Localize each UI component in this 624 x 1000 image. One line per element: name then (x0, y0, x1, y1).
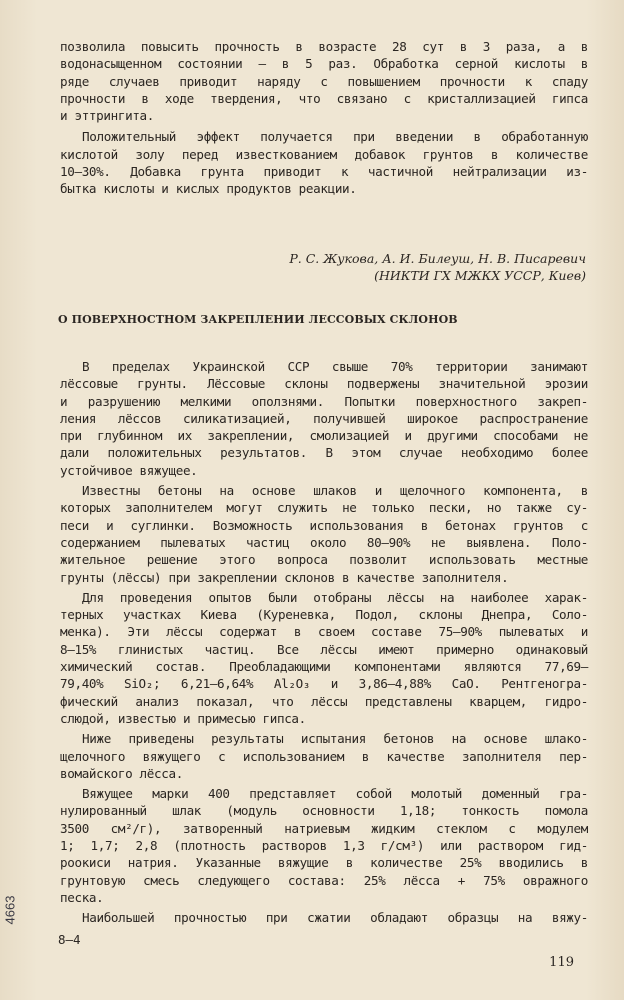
text-line: щелочного вяжущего с использованием в качестве заполнителя пер- (60, 748, 588, 764)
paragraph (60, 358, 588, 479)
author-affiliation: (НИКТИ ГХ МЖКХ УССР, Киев) (374, 268, 586, 283)
text-line: фический анализ показал, что лёссы представлены кварцем, гидро- (60, 693, 588, 709)
author-names: Р. С. Жукова, А. И. Билеуш, Н. В. Писаревич (289, 251, 586, 266)
text-line: дали положительных результатов. В этом случае необходимо более (60, 445, 588, 461)
archive-stamp-number: 4663 (2, 895, 18, 925)
text-line: В пределах Украинской ССР свыше 70% территории занимают (82, 359, 588, 374)
text-line: ления лёссов силикатизацией, получившей широкое распространение (60, 410, 588, 426)
text-line: 1; 1,7; 2,8 (плотность растворов 1,3 г/см³) или раствором гид- (60, 838, 588, 854)
body-text (60, 358, 588, 927)
text-line: грунты (лёссы) при закреплении склонов в качестве заполнителя. (60, 569, 509, 585)
paragraph (60, 482, 588, 586)
archive-stamp (0, 880, 21, 940)
text-line: нулированный шлак (модуль основности 1,18; тонкость помола (60, 803, 588, 819)
page-number: 119 (549, 955, 574, 970)
text-line: 10–30%. Добавка грунта приводит к частичной нейтрализации из- (60, 164, 588, 180)
text-line: Положительный эффект получается при введении в обработанную (82, 129, 588, 145)
text-line: содержанием пылеватых частиц около 80–90% не выявлена. Поло- (60, 534, 588, 550)
text-line: химический состав. Преобладающими компонентами являются 77,69– (60, 659, 588, 675)
text-line: Для проведения опытов были отобраны лёссы на наиболее харак- (82, 589, 588, 605)
text-line: жительное решение этого вопроса позволит использовать местные (60, 552, 588, 568)
text-line: которых заполнителем могут служить не только пески, но также су- (60, 500, 588, 516)
text-line: кислотой золу перед известкованием добавок грунтов в количестве (60, 146, 588, 162)
text-line: Известны бетоны на основе шлаков и щелочного компонента, в (82, 483, 588, 499)
text-line: и разрушению мелкими оползнями. Попытки поверхностного закреп- (60, 393, 588, 409)
text-line: при глубинном их закреплении, смолизацией и другими способами не (60, 428, 588, 444)
paragraph (60, 589, 588, 727)
text-line: лёссовые грунты. Лёссовые склоны подвержены значительной эрозии (60, 376, 588, 392)
text-line: 3500 см²/г), затворенный натриевым жидким стеклом с модулем (60, 820, 588, 836)
text-line: Вяжущее марки 400 представляет собой молотый доменный гра- (82, 786, 588, 802)
text-line: устойчивое вяжущее. (60, 462, 198, 478)
text-line: прочности в ходе твердения, что связано с кристаллизацией гипса (60, 90, 588, 106)
paragraph (60, 909, 588, 926)
text-line: роокиси натрия. Указанные вяжущие в количестве 25% вводились в (60, 855, 588, 871)
text-line: 8–15% глинистых частиц. Все лёссы имеют примерно одинаковый (60, 641, 588, 657)
top-text (60, 38, 588, 198)
paragraph (60, 128, 588, 197)
signature-mark: 8–4 (58, 932, 81, 947)
text-line: 79,40% SiO₂; 6,21–6,64% Al₂O₃ и 3,86–4,88% CaO. Рентгеногра- (60, 676, 588, 692)
text-line: вомайского лёсса. (60, 765, 183, 781)
paragraph (60, 38, 588, 124)
text-line: терных участках Киева (Куреневка, Подол, склоны Днепра, Соло- (60, 607, 588, 623)
article-authors (289, 250, 586, 284)
section-title: О ПОВЕРХНОСТНОМ ЗАКРЕПЛЕНИИ ЛЕССОВЫХ СКЛОНОВ (58, 313, 458, 326)
text-line: песи и суглинки. Возможность использования в бетонах грунтов с (60, 517, 588, 533)
text-line: позволила повысить прочность в возрасте 28 сут в 3 раза, а в (60, 39, 588, 54)
paragraph (60, 785, 588, 906)
text-line: ряде случаев приводит наряду с повышением прочности к спаду (60, 73, 588, 89)
text-line: и эттрингита. (60, 108, 155, 124)
text-line: Наибольшей прочностью при сжатии обладают образцы на вяжу- (82, 910, 588, 926)
text-line: Ниже приведены результаты испытания бетонов на основе шлако- (82, 731, 588, 747)
text-line: слюдой, известью и примесью гипса. (60, 710, 306, 726)
text-line: менка). Эти лёссы содержат в своем составе 75–90% пылеватых и (60, 624, 588, 640)
paragraph (60, 730, 588, 782)
text-line: грунтовую смесь следующего состава: 25% лёсса + 75% овражного (60, 872, 588, 888)
text-line: водонасыщенном состоянии – в 5 раз. Обработка серной кислоты в (60, 56, 588, 72)
text-line: песка. (60, 889, 104, 905)
text-line: бытка кислоты и кислых продуктов реакции. (60, 181, 357, 197)
